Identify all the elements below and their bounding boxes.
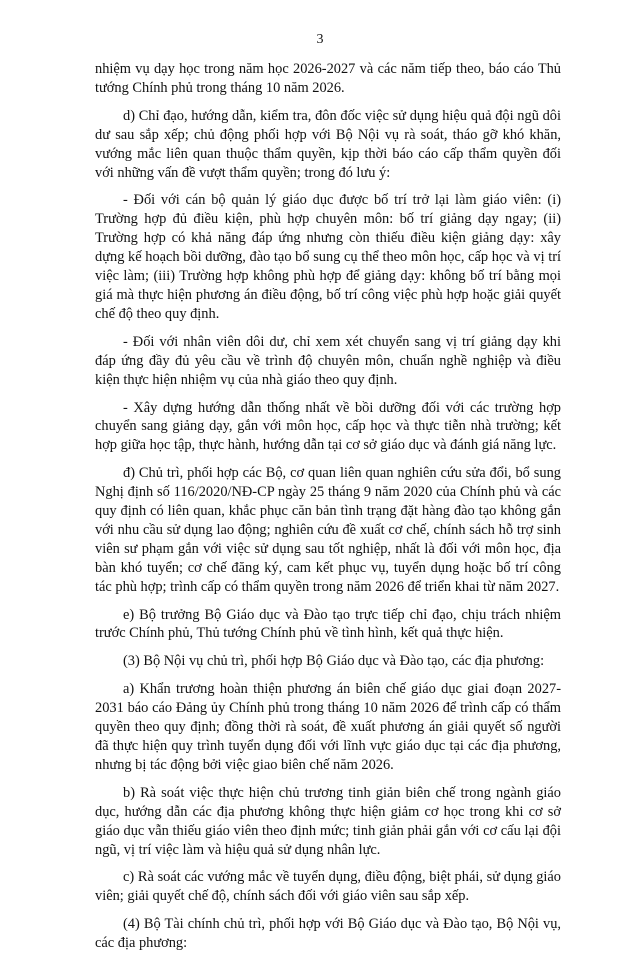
paragraph-d-bullet-staff: - Đối với nhân viên dôi dư, chỉ xem xét chuyển sang vị trí giảng dạy khi đáp ứng đầy đủ yêu cầu về trình độ chuyên môn, chuẩn nghề nghiệp và điều kiện thực hiện nhiệm vụ của nhà giáo theo quy định.	[95, 333, 561, 388]
paragraph-e: e) Bộ trưởng Bộ Giáo dục và Đào tạo trực tiếp chỉ đạo, chịu trách nhiệm trước Chính phủ, Thủ tướng Chính phủ về tình hình, kết quả thực hiện.	[95, 606, 561, 642]
paragraph-3a: a) Khẩn trương hoàn thiện phương án biên chế giáo dục giai đoạn 2027-2031 báo cáo Đảng ủy Chính phủ trong tháng 10 năm 2026 để trình cấp có thẩm quyền theo quy định; đồng thời rà soát, đề xuất phương án giải quyết số người đã thực hiện quy trình tuyển dụng đối với lĩnh vực giáo dục tại các địa phương, nhưng bị tác động bởi việc giao biên chế năm 2026.	[95, 681, 561, 773]
paragraph-dd: đ) Chủ trì, phối hợp các Bộ, cơ quan liên quan nghiên cứu sửa đổi, bổ sung Nghị định số 116/2020/NĐ-CP ngày 25 tháng 9 năm 2020 của Chính phủ và các quy định có liên quan, khắc phục căn bản tình trạng đặt hàng đào tạo không gắn với nhu cầu sử dụng lao động; nghiên cứu đề xuất cơ chế, chính sách hỗ trợ sinh viên sư phạm gắn với việc sử dụng sau tốt nghiệp, nhất là đối với môn học, địa bàn khó tuyển; cơ chế đăng ký, cam kết phục vụ, tuyển dụng hoặc bố trí công tác phù hợp; trình cấp có thẩm quyền trong năm 2026 để triển khai từ năm 2027.	[95, 465, 561, 595]
paragraph-continuation: nhiệm vụ dạy học trong năm học 2026-2027 và các năm tiếp theo, báo cáo Thủ tướng Chính phủ trong tháng 10 năm 2026.	[95, 61, 561, 96]
page-number: 3	[316, 32, 324, 47]
paragraph-d-bullet-managers: - Đối với cán bộ quản lý giáo dục được bố trí trở lại làm giáo viên: (i) Trường hợp đủ điều kiện, phù hợp chuyên môn: bố trí giảng dạy ngay; (ii) Trường hợp có khả năng đáp ứng nhưng còn thiếu điều kiện giảng dạy: xây dựng kế hoạch bồi dưỡng, đào tạo bổ sung cụ thể theo môn học, cấp học và vị trí việc làm; (iii) Trường hợp không phù hợp để giảng dạy: không bố trí bằng mọi giá mà thực hiện phương án điều động, bố trí công việc phù hợp hoặc giải quyết chế độ theo quy định.	[95, 192, 561, 322]
document-body	[95, 60, 561, 962]
paragraph-section-4: (4) Bộ Tài chính chủ trì, phối hợp với Bộ Giáo dục và Đào tạo, Bộ Nội vụ, các địa phương:	[95, 916, 561, 952]
paragraph-3b: b) Rà soát việc thực hiện chủ trương tinh giản biên chế trong ngành giáo dục, hướng dẫn các địa phương không thực hiện giảm cơ học trong khi cơ sở giáo dục vẫn thiếu giáo viên theo định mức; tinh giản phải gắn với cơ cấu lại đội ngũ, vị trí việc làm và hiệu quả sử dụng nhân lực.	[95, 784, 561, 858]
paragraph-d-bullet-training: - Xây dựng hướng dẫn thống nhất về bồi dưỡng đối với các trường hợp chuyển sang giảng dạy, gắn với môn học, cấp học và thực tiễn nhà trường; kết hợp giữa học tập, thực hành, hướng dẫn tại cơ sở giáo dục và đánh giá năng lực.	[95, 399, 561, 454]
paragraph-section-3: (3) Bộ Nội vụ chủ trì, phối hợp Bộ Giáo dục và Đào tạo, các địa phương:	[123, 653, 545, 670]
paragraph-3c: c) Rà soát các vướng mắc về tuyển dụng, điều động, biệt phái, sử dụng giáo viên; giải quyết chế độ, chính sách đối với giáo viên sau sắp xếp.	[95, 869, 561, 905]
paragraph-d: d) Chỉ đạo, hướng dẫn, kiểm tra, đôn đốc việc sử dụng hiệu quả đội ngũ dôi dư sau sắp xếp; chủ động phối hợp với Bộ Nội vụ rà soát, tháo gỡ khó khăn, vướng mắc liên quan thuộc thẩm quyền, kịp thời báo cáo cấp thẩm quyền đối với những vấn đề vượt thẩm quyền; trong đó lưu ý:	[95, 107, 561, 181]
